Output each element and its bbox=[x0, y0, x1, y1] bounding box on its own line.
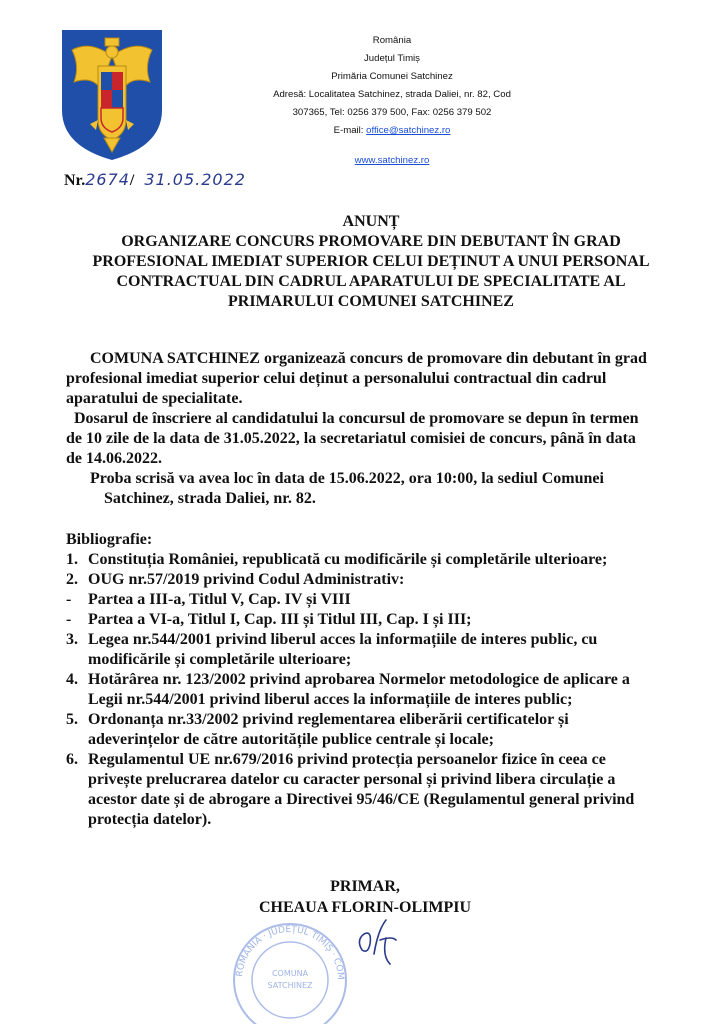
item-marker: 6. bbox=[66, 751, 78, 768]
bibliography-item bbox=[66, 750, 686, 830]
letterhead-phone-fax: 307365, Tel: 0256 379 500, Fax: 0256 379 502 bbox=[292, 107, 492, 118]
announcement-title bbox=[66, 212, 676, 312]
title-line: PROFESIONAL IMEDIAT SUPERIOR CELUI DEȚINUT A UNUI PERSONAL bbox=[92, 253, 650, 270]
paragraph-organizer bbox=[66, 349, 674, 409]
title-line: CONTRACTUAL DIN CADRUL APARATULUI DE SPECIALITATE AL bbox=[116, 273, 626, 290]
letterhead-country: România bbox=[372, 35, 412, 46]
item-line: Constituția României, republicată cu modificările și completările ulterioare; bbox=[88, 551, 608, 568]
paragraph-line: Proba scrisă va avea loc în data de 15.06.2022, ora 10:00, la sediul Comunei bbox=[90, 470, 604, 487]
svg-text:SATCHINEZ: SATCHINEZ bbox=[267, 981, 313, 990]
paragraph-application bbox=[66, 409, 674, 469]
item-line: Legea nr.544/2001 privind liberul acces la informațiile de interes public, cu bbox=[88, 631, 598, 648]
letterhead bbox=[210, 32, 574, 170]
item-marker: 2. bbox=[66, 571, 78, 588]
item-marker: - bbox=[66, 591, 72, 608]
bibliography-item bbox=[66, 550, 686, 570]
email-link[interactable]: office@satchinez.ro bbox=[366, 125, 451, 136]
paragraph-line: Dosarul de înscriere al candidatului la concursul de promovare se depun în termen bbox=[74, 410, 639, 427]
item-marker: 3. bbox=[66, 631, 78, 648]
paragraph-line: de 14.06.2022. bbox=[66, 450, 162, 467]
official-stamp-icon bbox=[224, 910, 354, 1024]
item-line: OUG nr.57/2019 privind Codul Administrativ: bbox=[88, 571, 405, 588]
paragraph-line: de 10 zile de la data de 31.05.2022, la secretariatul comisiei de concurs, până în data bbox=[66, 430, 636, 447]
bibliography-subitem bbox=[66, 590, 686, 610]
item-line: adeverințelor de către autoritățile publice centrale și locale; bbox=[88, 731, 494, 748]
signatory-role: PRIMAR, bbox=[330, 878, 400, 895]
paragraph-written-test bbox=[90, 469, 630, 509]
item-marker: 4. bbox=[66, 671, 78, 688]
item-line: Regulamentul UE nr.679/2016 privind protecția persoanelor fizice în ceea ce bbox=[88, 751, 606, 768]
letterhead-email-row bbox=[210, 122, 574, 140]
email-label: E-mail: bbox=[333, 125, 367, 136]
bibliography-heading: Bibliografie: bbox=[66, 531, 153, 548]
svg-text:ROMÂNIA · JUDEȚUL TIMIȘ · COMU: ROMÂNIA · JUDEȚUL TIMIȘ · COM bbox=[235, 924, 346, 981]
registration-number bbox=[64, 170, 246, 190]
item-line: Hotărârea nr. 123/2002 privind aprobarea Normelor metodologice de aplicare a bbox=[88, 671, 630, 688]
title-line: PRIMARULUI COMUNEI SATCHINEZ bbox=[228, 293, 514, 310]
bibliography-item bbox=[66, 630, 686, 670]
item-marker: - bbox=[66, 611, 72, 628]
letterhead-office: Primăria Comunei Satchinez bbox=[331, 71, 453, 82]
bibliography-item bbox=[66, 710, 686, 750]
item-marker: 1. bbox=[66, 551, 78, 568]
bibliography-subitem bbox=[66, 610, 686, 630]
registration-prefix: Nr. bbox=[64, 172, 86, 189]
title-line: ORGANIZARE CONCURS PROMOVARE DIN DEBUTANT ÎN GRAD bbox=[121, 233, 621, 250]
bibliography-item bbox=[66, 670, 686, 710]
paragraph-line: profesional imediat superior celui deținut a personalului contractual din cadrul bbox=[66, 370, 607, 387]
paragraph-line: aparatului de specialitate. bbox=[66, 390, 243, 407]
paragraph-line: COMUNA SATCHINEZ organizează concurs de promovare din debutant în grad bbox=[90, 350, 647, 367]
handwritten-signature-icon bbox=[352, 910, 412, 970]
item-line: Partea a VI-a, Titlul I, Cap. III și Titlul III, Cap. I și III; bbox=[88, 611, 472, 628]
item-line: privește prelucrarea datelor cu caracter personal și privind libera circulație a bbox=[88, 771, 616, 788]
registration-separator: / bbox=[129, 172, 135, 189]
letterhead-address: Adresă: Localitatea Satchinez, strada Daliei, nr. 82, Cod bbox=[273, 89, 511, 100]
bibliography bbox=[66, 530, 686, 830]
item-line: Ordonanța nr.33/2002 privind reglementarea eliberării certificatelor și bbox=[88, 711, 569, 728]
paragraph-line: Satchinez, strada Daliei, nr. 82. bbox=[104, 490, 316, 507]
item-line: Partea a III-a, Titlul V, Cap. IV și VIII bbox=[88, 591, 351, 608]
signatory-name: CHEAUA FLORIN-OLIMPIU bbox=[258, 899, 471, 916]
registration-number-handwritten: 2674 bbox=[85, 170, 130, 189]
registration-date-handwritten: 31.05.2022 bbox=[144, 170, 246, 189]
coat-of-arms-emblem bbox=[60, 26, 164, 162]
website-link[interactable]: www.satchinez.ro bbox=[354, 155, 430, 166]
bibliography-item bbox=[66, 570, 686, 590]
svg-text:COMUNA: COMUNA bbox=[271, 969, 309, 978]
item-line: acestor date și de abrogare a Directivei 95/46/CE (Regulamentul general privind bbox=[88, 791, 635, 808]
letterhead-county: Județul Timiș bbox=[364, 53, 420, 64]
item-line: Legii nr.544/2001 privind liberul acces la informațiile de interes public; bbox=[88, 691, 573, 708]
announcement-heading: ANUNȚ bbox=[342, 213, 400, 230]
item-marker: 5. bbox=[66, 711, 78, 728]
item-line: protecția datelor). bbox=[88, 811, 212, 828]
item-line: modificările și completările ulterioare; bbox=[88, 651, 352, 668]
